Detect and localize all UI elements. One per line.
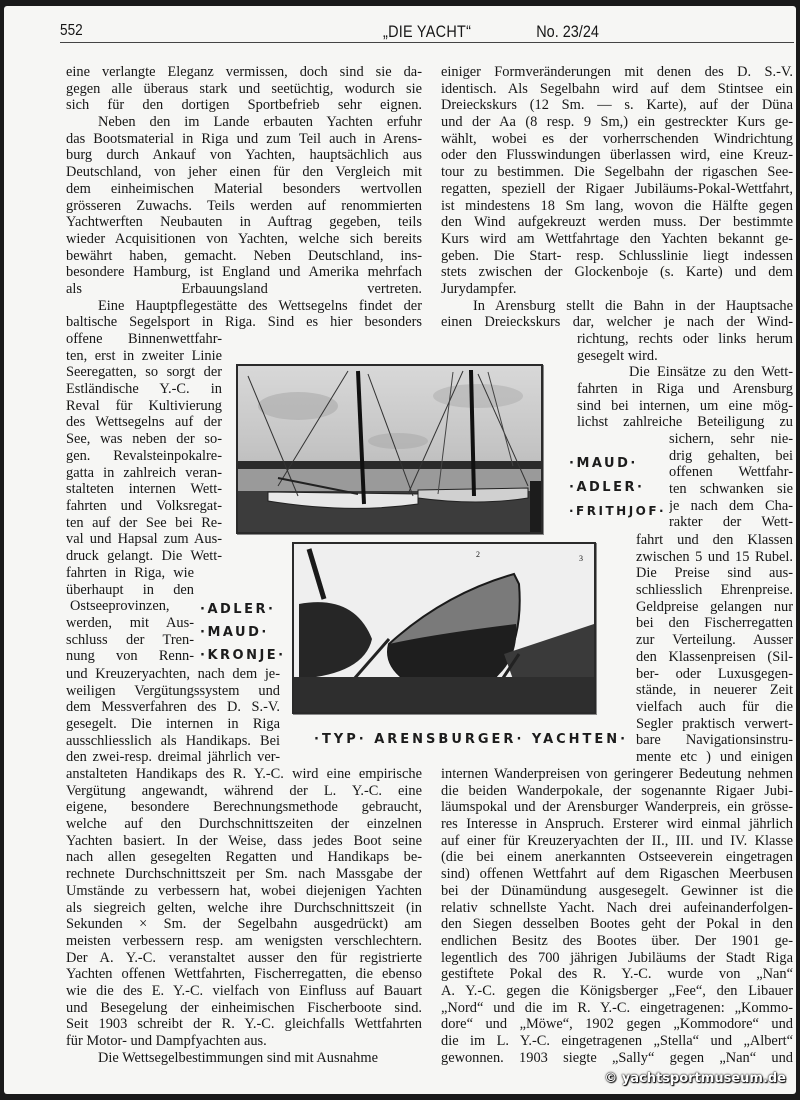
text-line: rechnete Durchschnittszeit per Sm. nach Massgabe der	[66, 866, 422, 883]
caption-adler-top: ·ADLER·	[569, 480, 645, 495]
moored-yachts-illustration	[238, 366, 541, 532]
text-line: stände, in neuerer Zeit	[636, 682, 793, 699]
text-line: geben. Die Start- resp. Schlusslinie liegt indessen	[441, 247, 793, 264]
text-line: Die Wettsegelbestimmungen sind mit Ausnahme	[98, 1049, 378, 1066]
text-line: bei den Fischerregatten	[636, 615, 793, 632]
text-line: Umstände zu verbessern hat, wobei diejenigen Yachten	[66, 882, 422, 899]
photo-hulls-ashore	[292, 542, 596, 714]
text-line: res Interesse in Anspruch. Ersterer wird einmal jährlich	[441, 816, 793, 833]
text-line: Seeregatten, so sorgt der	[66, 364, 222, 381]
text-line: identisch. Als Segelbahn wird auf dem Stintsee ein	[441, 80, 793, 97]
text-line: bei der Dünamündung ausgesegelt. Gewinner ist die	[441, 882, 793, 899]
text-line: regatten, speziell der Rigaer Jubiläums-Pokal-Wettfahrt,	[441, 180, 793, 197]
text-line: anstalteten Handikaps des R. Y.-C. wird eine empirische	[66, 766, 422, 782]
text-line: besondere Hamburg, ist England und Amerika mehrfach	[66, 264, 422, 281]
text-line: des Wettsegelns auf der	[66, 414, 222, 431]
text-line: läumspokal und der Arensburger Wanderpreis, ein grösse-	[441, 799, 793, 816]
text-line: sind bei internen, um eine mög-	[577, 397, 793, 414]
text-line: werden, mit Aus-	[66, 615, 194, 632]
text-line: als Erbauungsland vertreten.	[66, 280, 422, 297]
photo-number-2: 2	[476, 550, 480, 559]
text-line: wählt, wobei es der vorherrschenden Windrichtung	[441, 130, 793, 147]
right-column-bottom	[441, 766, 793, 1066]
caption-typ-arensburger-yachten: ·TYP· ARENSBURGER· YACHTEN·	[314, 732, 629, 747]
text-line: richtung, rechts oder links herum	[577, 331, 793, 347]
text-line: grösseren Zuwachs. Teils werden auf renommierten	[66, 197, 422, 214]
text-line: offene Binnenwettfahr-	[66, 331, 222, 347]
text-line: gen. Revalsteinpokalre-	[66, 447, 222, 464]
text-line: ten schwanken sie	[669, 481, 793, 498]
text-line: wieder Acquisitionen von Yachten, welche sich bereits	[66, 230, 422, 247]
text-line: sind) offenen Wettfahrt auf dem Rigaschen Meerbusen	[441, 866, 793, 883]
right-column-top	[441, 64, 793, 331]
text-line: den Klassenpreisen (Sil-	[636, 648, 793, 665]
text-line: ten, erst in zweiter Linie	[66, 347, 222, 364]
text-line: gewonnen. 1903 siegte „Sally“ gegen „Nan“ und	[441, 1049, 793, 1066]
text-line: endlichen Besitz des Bootes über. Der 1901 ge-	[441, 932, 793, 949]
text-line: Eine Hauptpflegestätte des Wettsegelns findet der	[98, 297, 422, 314]
text-line: Segler praktisch verwert-	[636, 715, 793, 732]
text-line: Die Einsätze zu den Wett-	[629, 364, 793, 381]
text-line: das Bootsmaterial in Riga und zum Teil auch in Arens-	[66, 130, 422, 147]
text-line: offenen Wettfahr-	[669, 464, 793, 481]
text-line: gatta in zahlreich veran-	[66, 464, 222, 481]
header-rule	[60, 42, 794, 43]
text-line: den zwei-resp. dreimal jährlich ver-	[66, 749, 280, 766]
text-line: gestiftete Pokal des R. Y.-C. wurde von „Nan“	[441, 966, 793, 983]
text-line: den Wind aufgekreuzt werden muss. Der bestimmte	[441, 214, 793, 231]
text-line: Yachten offenen Wettfahrten, Fischerregatten, die ebenso	[66, 966, 422, 983]
left-column-narrow	[66, 331, 222, 565]
text-line: und der Aa (8 resp. 9 Sm,) ein gestreckter Kurs ge-	[441, 114, 793, 131]
text-line: druck gelangt. Die Wett-	[66, 547, 222, 564]
text-line: oder den Flusswindungen überlassen wird, eine Kreuz-	[441, 147, 793, 164]
text-line: gesegelt wird.	[577, 347, 658, 364]
text-line: Neben den im Lande erbauten Yachten erfuhr	[98, 114, 422, 131]
text-line: überhaupt in den	[66, 581, 194, 598]
text-line: stalteten internen Wett-	[66, 481, 222, 498]
text-line: als siegreich gelten, welche ihre Durchschnittszeit (in	[66, 899, 422, 916]
text-line: stets zwischen der Glockenboje (s. Karte) und dem	[441, 264, 793, 281]
text-line: zwischen 5 und 15 Rubel.	[636, 548, 793, 565]
text-line: Reval für Kultivierung	[66, 397, 222, 414]
text-line: burg durch Ankauf von Yachten, hauptsächlich aus	[66, 147, 422, 164]
text-line: meisten verbessern resp. am wenigsten verschlechtern.	[66, 932, 422, 949]
text-line: eigene, besondere Berechnungsmethode gebraucht,	[66, 799, 422, 816]
caption-maud-top: ·MAUD·	[569, 456, 638, 471]
text-line: je nach dem Cha-	[669, 497, 793, 514]
text-line: eine verlangte Eleganz vermissen, doch sind sie da-	[66, 64, 422, 80]
text-line: fahrten in Riga, wie	[66, 565, 194, 581]
text-line: Vergütung angewandt, während der L. Y.-C. eine	[66, 782, 422, 799]
text-line: Der A. Y.-C. veranstaltet ausser den für registrierte	[66, 949, 422, 966]
text-line: baltische Segelsport in Riga. Sind es hier besonders	[66, 314, 422, 331]
text-line: vielfach auch für die	[636, 698, 793, 715]
text-line: A. Y.-C. gegen die Königsberger „Fee“, den Libauer	[441, 982, 793, 999]
text-line: fahrten und Volksregat-	[66, 497, 222, 514]
text-line: In Arensburg stellt die Bahn in der Hauptsache	[473, 297, 793, 314]
text-line: relativ schnellste Yacht. Nach drei aufeinanderfolgen-	[441, 899, 793, 916]
text-line: ber- oder Luxusgegen-	[636, 665, 793, 682]
right-column-narrower	[669, 431, 793, 531]
text-line: ausschliesslich als Handikaps. Bei	[66, 732, 280, 749]
text-line: zur Verteilung. Ausser	[636, 632, 793, 649]
text-line: Sekunden × Sm. der Segelbahn ausgedrückt) am	[66, 916, 422, 933]
scanned-page	[4, 6, 796, 1094]
left-column-bottom	[66, 766, 422, 1066]
text-line: einiger Formveränderungen mit denen des D. S.-V.	[441, 64, 793, 80]
page-number: 552	[60, 22, 83, 39]
text-line: dem einheimischen Material besonders wertvollen	[66, 180, 422, 197]
text-line: schliesslich Ehrenpreise.	[636, 582, 793, 599]
text-line: bewährt haben, gemacht. Neben Deutschland, ins-	[66, 247, 422, 264]
left-column-mid	[66, 666, 280, 766]
text-line: gegen alle überaus stark und seetüchtig, wodurch sie	[66, 80, 422, 97]
text-line: auf einer für Kreuzeryachten der II., III. und IV. Klasse	[441, 832, 793, 849]
text-line: Kurs wird am Wettfahrtage den Yachten bekannt ge-	[441, 230, 793, 247]
text-line: Dreieckskurs (12 Sm. — s. Karte), auf der Düna	[441, 97, 793, 114]
text-line: wie die des E. Y.-C. vielfach von Einfluss auf Bauart	[66, 982, 422, 999]
text-line: rakter der Wett-	[669, 514, 793, 531]
text-line: einen Dreieckskurs dar, welcher je nach der Wind-	[441, 314, 793, 331]
watermark: © yachtsportmuseum.de	[604, 1071, 786, 1086]
text-line: sich für den dortigen Sportbefrieb sehr eignen.	[66, 97, 422, 114]
text-line: Jurydampfer.	[441, 280, 517, 297]
photo-moored-yachts	[236, 364, 543, 534]
left-column-narrower	[66, 565, 194, 665]
text-line: und Kreuzeryachten, nach dem je-	[66, 666, 280, 682]
text-line: dore“ und „Möwe“, 1902 gegen „Kommodore“ und	[441, 1016, 793, 1033]
text-line: die beiden Wanderpokale, der sogenannte Rigaer Jubi-	[441, 782, 793, 799]
text-line: ten auf der See bei Re-	[66, 514, 222, 531]
text-line: und Besegelung der einheimischen Fischerboote sind.	[66, 999, 422, 1016]
text-line: für Motor- und Dampfyachten aus.	[66, 1033, 267, 1049]
text-line: Estländische Y.-C. in	[66, 381, 222, 398]
text-line: Deutschland, von jeher einen für den Vergleich mit	[66, 164, 422, 181]
text-line: (die bei einem anerkannten Ostseeverein eingetragen	[441, 849, 793, 866]
text-line: mente etc ) und einigen	[636, 748, 793, 765]
caption-adler-bottom: ·ADLER·	[200, 602, 276, 617]
photo-number-3: 3	[579, 554, 583, 563]
text-line: schluss der Tren-	[66, 631, 194, 648]
hulls-ashore-illustration	[294, 544, 594, 712]
text-line: fahrt und den Klassen	[636, 532, 793, 548]
text-line: weiligen Vergütungssystem und	[66, 682, 280, 699]
text-line: fahrten in Riga und Arensburg	[577, 381, 793, 398]
text-line: den Siegen desselben Bootes geht der Pokal in den	[441, 916, 793, 933]
magazine-title: „DIE YACHT“	[383, 22, 472, 41]
text-line: sichern, sehr nie-	[669, 431, 793, 447]
text-line: internen Wanderpreisen von geringerer Bedeutung nehmen	[441, 766, 793, 782]
text-line: Die Preise sind aus-	[636, 565, 793, 582]
text-line: Seit 1903 schreibt der R. Y.-C. gleichfalls Wettfahrten	[66, 1016, 422, 1033]
text-line: drig gehalten, bei	[669, 447, 793, 464]
text-line: val und Hapsal zum Aus-	[66, 531, 222, 548]
caption-maud-bottom: ·MAUD·	[200, 625, 269, 640]
page-header	[60, 16, 684, 40]
text-line: tour zu bestimmen. Die Segelbahn der rigaschen See-	[441, 164, 793, 181]
text-line: Yachten basiert. In der Weise, dass jedes Boot seine	[66, 832, 422, 849]
text-line: dem Messverfahren des D. S.-V.	[66, 699, 280, 716]
issue-number: No. 23/24	[536, 22, 599, 41]
right-column-mid	[636, 532, 793, 766]
text-line: legentlich des 700 jährigen Jubiläums der Stadt Riga	[441, 949, 793, 966]
right-column-narrow	[577, 331, 793, 431]
text-line: See, was neben der so-	[66, 431, 222, 448]
text-line: Geldpreise gelangen nur	[636, 598, 793, 615]
text-line: bare Navigationsinstru-	[636, 732, 793, 749]
text-line: „Nord“ und die im R. Y.-C. eingetragenen: „Kommo-	[441, 999, 793, 1016]
caption-frithjof: ·FRITHJOF·	[569, 504, 667, 518]
text-line: Yachtwerften Neubauten in Auftrag gegeben, teils	[66, 214, 422, 231]
text-line: nach allen gesegelten Regatten und Handikaps be-	[66, 849, 422, 866]
left-column-top	[66, 64, 422, 331]
text-line: welche auf den Durchschnittszeiten der einzelnen	[66, 816, 422, 833]
caption-kronje: ·KRONJE·	[200, 648, 286, 663]
text-line: nung von Renn-	[66, 648, 194, 665]
text-line: ist mindestens 18 Sm lang, wovon die Hälfte gegen	[441, 197, 793, 214]
text-line: die im L. Y.-C. eingetragenen „Stella“ und „Albert“	[441, 1033, 793, 1049]
text-line: Ostseeprovinzen,	[70, 598, 170, 615]
text-line: gesegelt. Die internen in Riga	[66, 716, 280, 733]
text-line: lichst zahlreiche Beteiligung zu	[577, 414, 793, 431]
